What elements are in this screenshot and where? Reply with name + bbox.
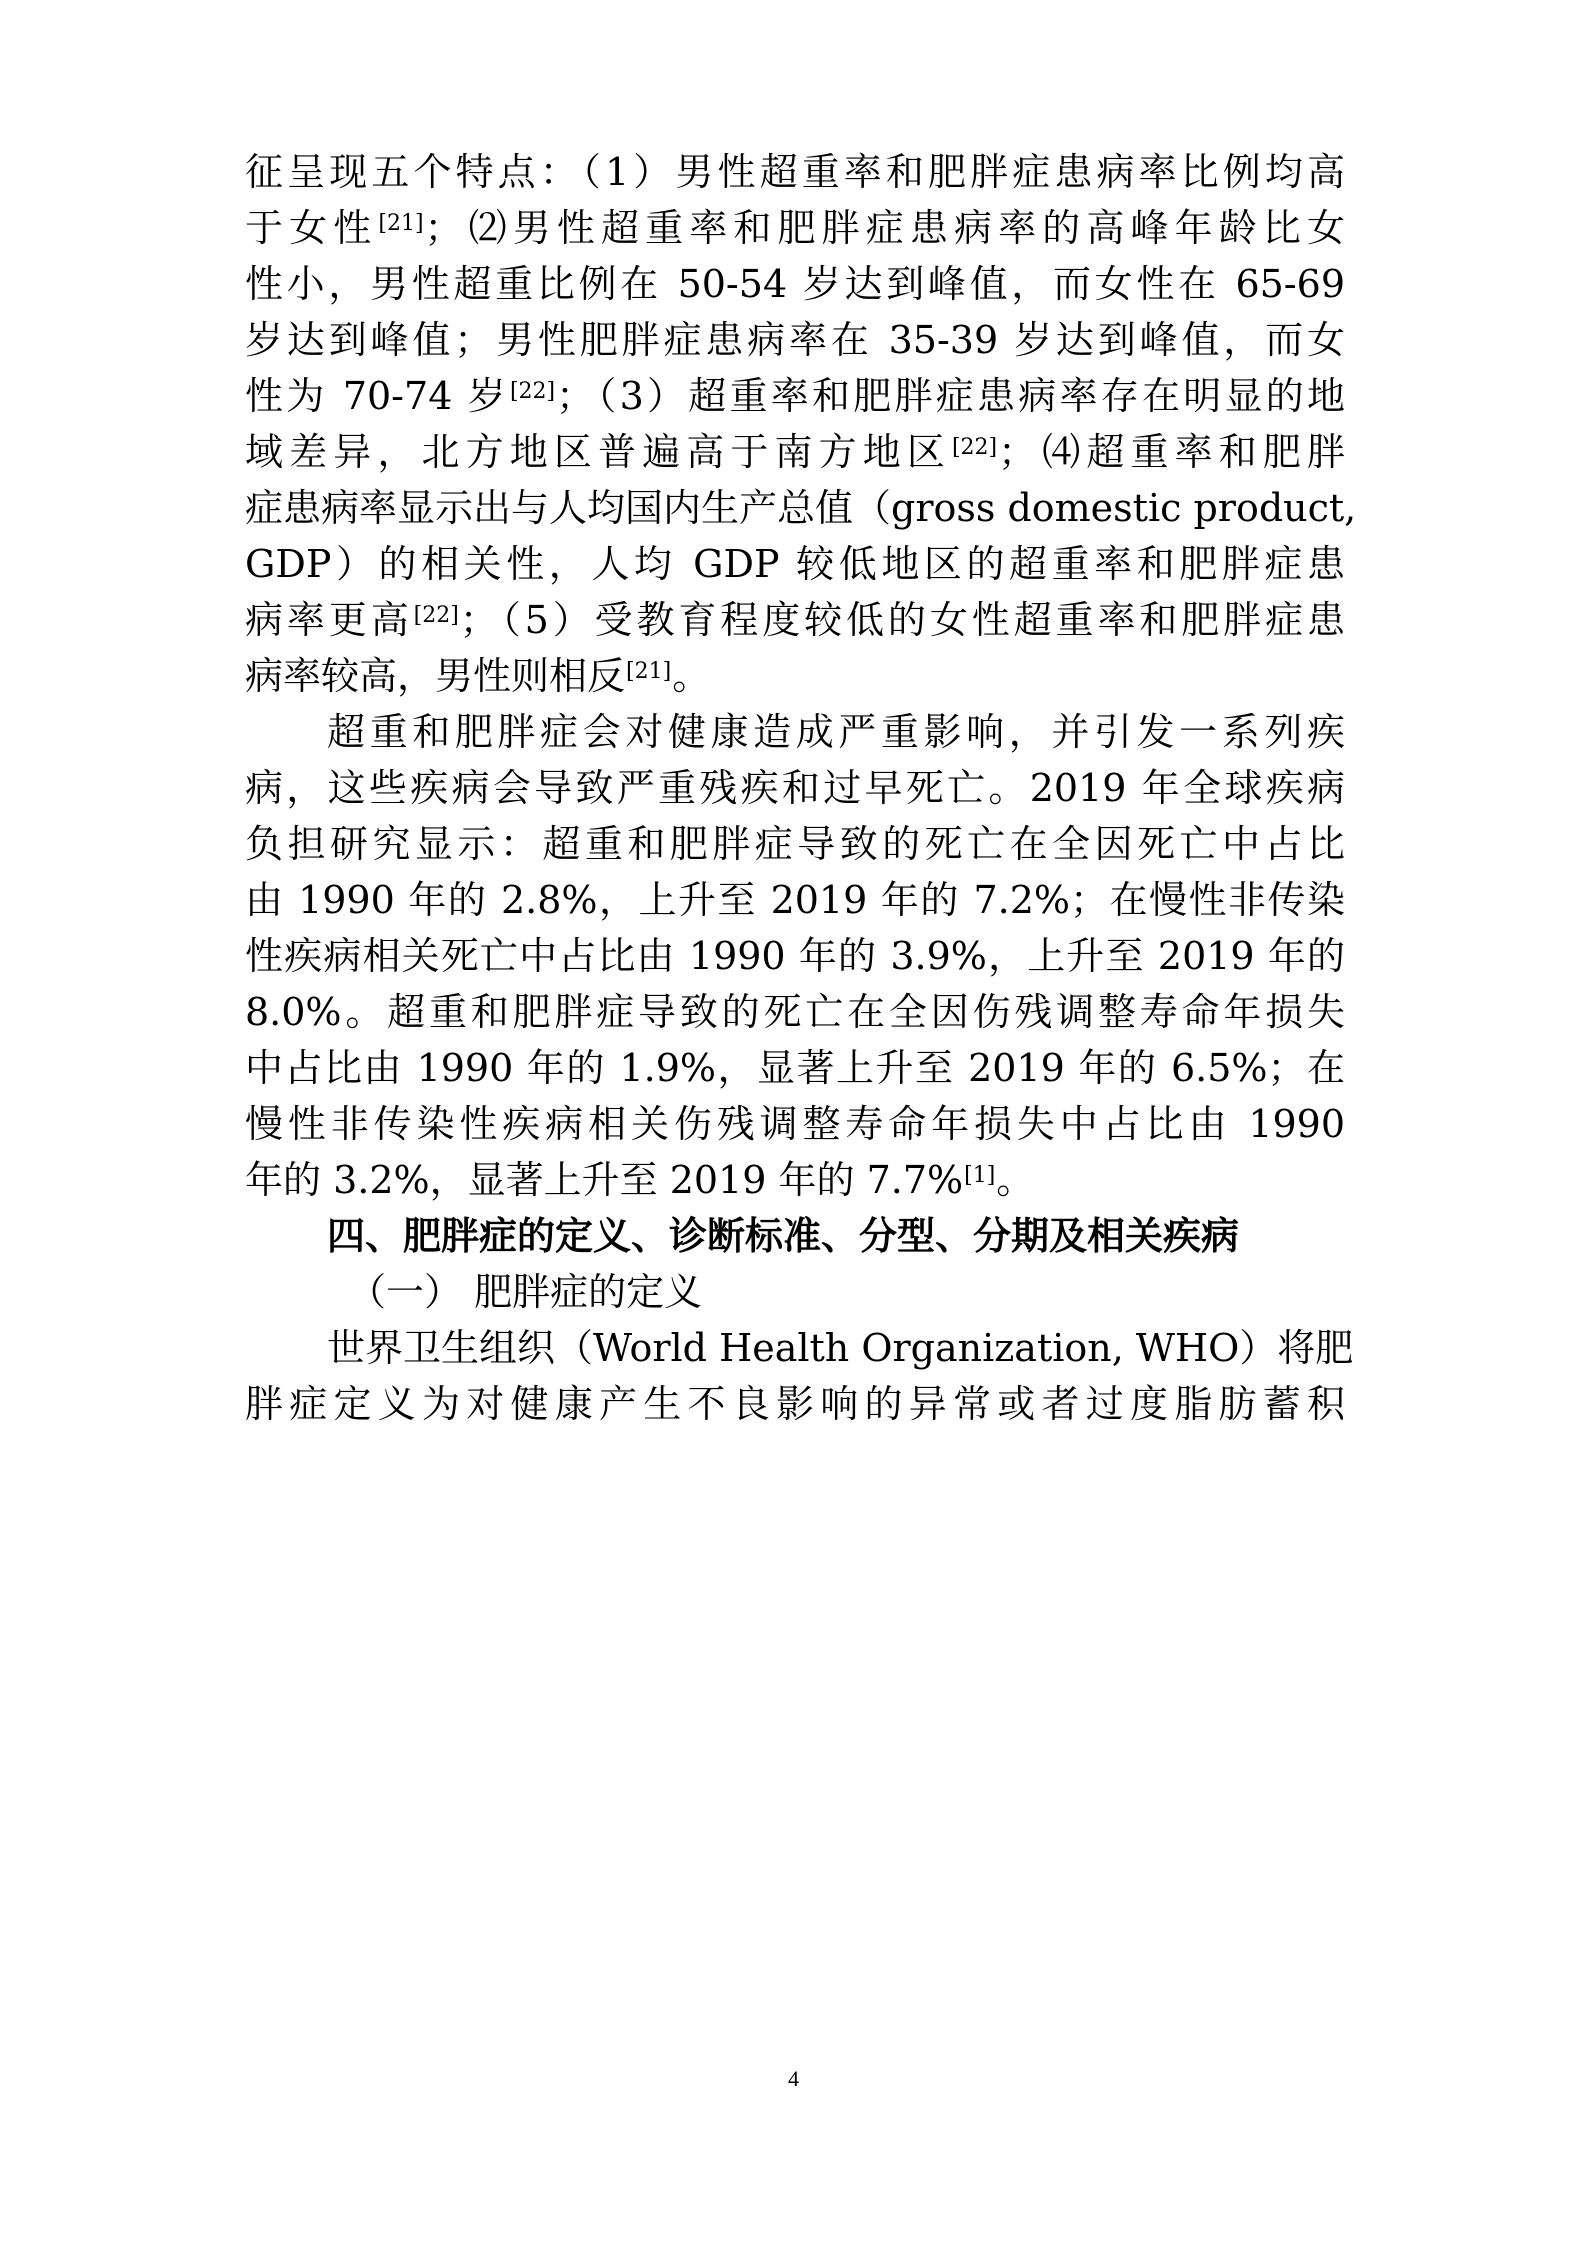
- paragraph2-line-8: [245, 1099, 1345, 1151]
- paragraph1-line-10: [245, 651, 1345, 703]
- section-heading: 四、肥胖症的定义、诊断标准、分型、分期及相关疾病: [327, 1214, 1240, 1258]
- text: 征呈现五个特点：（1）男性超重率和肥胖症患病率比例均高: [245, 150, 1345, 194]
- paragraph2-line-6: [245, 987, 1345, 1039]
- citation-ref: [21]: [378, 211, 424, 236]
- paragraph3-line-2: [245, 1379, 1345, 1431]
- text: 中占比由 1990 年的 1.9%，显著上升至 2019 年的 6.5%；在: [245, 1046, 1345, 1090]
- paragraph2-line-4: [245, 875, 1345, 927]
- citation-ref: [22]: [509, 379, 556, 404]
- paragraph2-line-5: [245, 931, 1345, 983]
- text: ；⑷超重率和肥胖: [998, 430, 1345, 474]
- paragraph1-line-3: [245, 259, 1345, 311]
- text: ；（5）受教育程度较低的女性超重率和肥胖症患: [459, 598, 1345, 642]
- text: 于女性: [245, 206, 378, 250]
- paragraph2-line-7: [245, 1043, 1345, 1095]
- citation-ref: [1]: [964, 1163, 996, 1188]
- text: 症患病率显示出与人均国内生产总值（gross domestic product,: [245, 486, 1357, 530]
- text: 性疾病相关死亡中占比由 1990 年的 3.9%，上升至 2019 年的: [245, 934, 1345, 978]
- paragraph1-line-6: [245, 427, 1345, 479]
- text: 岁达到峰值；男性肥胖症患病率在 35-39 岁达到峰值，而女: [245, 318, 1345, 362]
- text: 域差异，北方地区普遍高于南方地区: [245, 430, 951, 474]
- paragraph3-line-1: [327, 1323, 1354, 1375]
- text: 性为 70-74 岁: [245, 374, 509, 418]
- paragraph2-line-3: [245, 819, 1345, 871]
- text: 超重和肥胖症会对健康造成严重影响，并引发一系列疾: [327, 710, 1345, 754]
- paragraph2-line-2: [245, 763, 1345, 815]
- text: 胖症定义为对健康产生不良影响的异常或者过度脂肪蓄积: [245, 1382, 1345, 1426]
- text: 病率更高: [245, 598, 413, 642]
- text: 病，这些疾病会导致严重残疾和过早死亡。2019 年全球疾病: [245, 766, 1345, 810]
- paragraph1-line-4: [245, 315, 1345, 367]
- text: GDP）的相关性，人均 GDP 较低地区的超重率和肥胖症患: [245, 542, 1345, 586]
- text: 。: [996, 1158, 1035, 1202]
- paragraph1-line-8: [245, 539, 1345, 591]
- text: 8.0%。超重和肥胖症导致的死亡在全因伤残调整寿命年损失: [245, 990, 1345, 1034]
- citation-ref: [22]: [413, 603, 459, 628]
- text: 年的 3.2%，显著上升至 2019 年的 7.7%: [245, 1158, 964, 1202]
- paragraph1-line-5: [245, 371, 1345, 423]
- citation-ref: [22]: [951, 435, 998, 460]
- paragraph1-line-1: [245, 147, 1345, 199]
- paragraph1-line-9: [245, 595, 1345, 647]
- text: 性小，男性超重比例在 50-54 岁达到峰值，而女性在 65-69: [245, 262, 1345, 306]
- paragraph2-line-1: [327, 707, 1345, 759]
- page-number: 4: [788, 2066, 799, 2091]
- text: ；（3）超重率和肥胖症患病率存在明显的地: [556, 374, 1345, 418]
- text: ；⑵男性超重率和肥胖症患病率的高峰年龄比女: [424, 206, 1345, 250]
- text: 负担研究显示：超重和肥胖症导致的死亡在全因死亡中占比: [245, 822, 1345, 866]
- paragraph1-line-2: [245, 203, 1345, 255]
- text: 慢性非传染性疾病相关伤残调整寿命年损失中占比由 1990: [245, 1102, 1345, 1146]
- paragraph1-line-7: [245, 483, 1357, 535]
- text: 病率较高，男性则相反: [245, 654, 626, 698]
- paragraph2-line-9: [245, 1155, 1345, 1207]
- text: 。: [672, 654, 711, 698]
- text: 世界卫生组织（World Health Organization, WHO）将肥: [327, 1326, 1354, 1370]
- citation-ref: [21]: [626, 659, 672, 684]
- subsection-heading: （一） 肥胖症的定义: [348, 1270, 703, 1314]
- text: 由 1990 年的 2.8%，上升至 2019 年的 7.2%；在慢性非传染: [245, 878, 1345, 922]
